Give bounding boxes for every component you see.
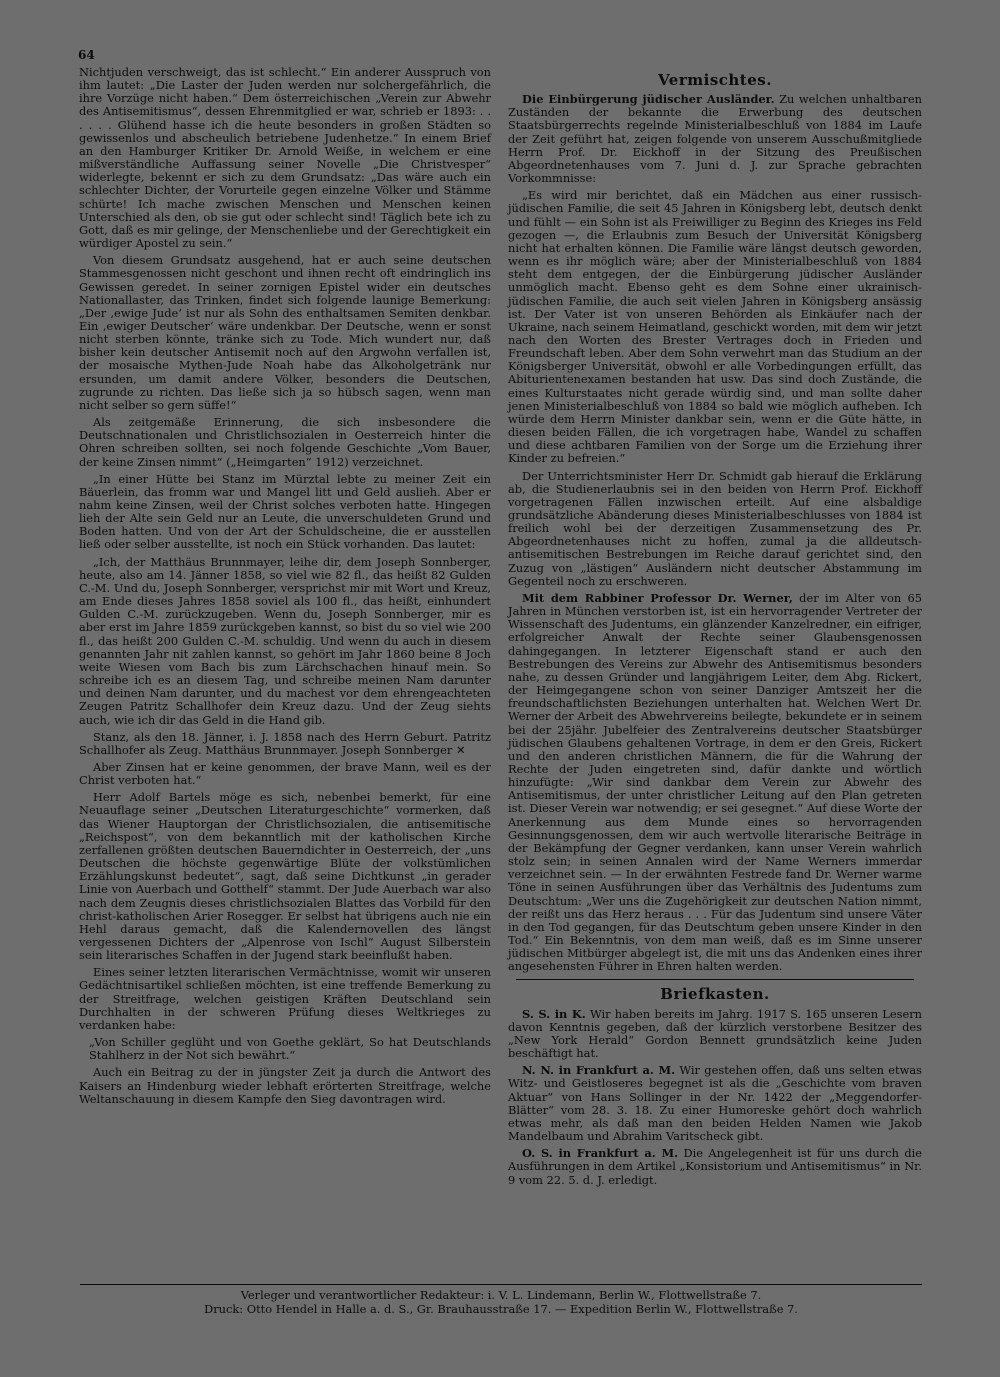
article-einbuergerung [508, 93, 922, 185]
paragraph: Der Unterrichtsminister Herr Dr. Schmidt gab hierauf die Erklärung ab, die Studienerlaubnis sei in den beiden von Herrn Prof. Eickhoff vorgetragenen Fällen inzwischen erteilt. Auf eine alsbaldige grundsätzliche Abänderung dieses Ministerialbeschlusses von 1884 ist freilich wohl bei der derzeitigen Zusammensetzung des Pr. Abgeordnetenhauses nicht zu hoffen, zumal ja die alldeutsch-antisemitischen Bestrebungen im Reiche darauf gerichtet sind, den Zuzug von „lästigen“ Ausländern nicht deutscher Abstammung im Gegenteil noch zu erschweren. [508, 468, 922, 588]
divider [516, 979, 914, 980]
paragraph: „In einer Hütte bei Stanz im Mürztal lebte zu meiner Zeit ein Bäuerlein, das fromm war und Mangel litt und Geld auslieh. Aber er nahm keine Zinsen, weil der Christ solches verboten hatte. Hingegen lieh der Alte sein Geld nur an Leute, die unverschuldeten Grund und Boden hatten. Und von der Art der Schuldscheine, die er ausstellen ließ oder selber ausstellte, ist noch ein Stück vorhanden. Das lautet: [79, 471, 491, 552]
paragraph: Nichtjuden verschweigt, das ist schlecht.“ Ein anderer Ausspruch von ihm lautet: „Die Laster der Juden werden nur solchergefährlich, die ihre Vorzüge nicht haben.“ Dem österreichischen „Verein zur Abwehr des Antisemitismus“, dessen Ehrenmitglied er war, schrieb er 1893: . . . . . . Glühend hasse ich die heute besonders in großen Städten so gewissenlos und abscheulich betriebene Judenhetze.“ In einem Brief an den Hamburger Kritiker Dr. Arnold Weiße, in welchem er eine mißverständliche Auffassung seiner Novelle „Die Christvesper“ widerlegte, bekennt er sich zu dem Grundsatz: „Das wäre auch ein schlechter Dichter, der Vorurteile gegen einzelne Völker und Stämme schürte! Ich mache zwischen Menschen und Menschen keinen Unterschied als den, ob sie gut oder schlecht sind! Täglich bete ich zu Gott, daß es mir gelinge, der Menschenliebe und der Gerechtigkeit ein würdiger Apostel zu sein.“ [79, 65, 491, 251]
paragraph: Als zeitgemäße Erinnerung, die sich insbesondere die Deutschnationalen und Christlichsozialen in Oesterreich hinter die Ohren schreiben sollten, sei noch folgende Geschichte „Vom Bauer, der keine Zinsen nimmt“ („Heimgarten“ 1912) verzeichnet. [79, 415, 491, 469]
article-text: Zu welchen unhaltbaren Zuständen der bekannte die Erwerbung des deutschen Staatsbürgerrechts regelnde Ministerialbeschluß von 1884 im Laufe der Zeit geführt hat, zeigen folgende von unserem Ausschußmitgliede Herrn Prof. Dr. Eickhoff in der Sitzung des Preußischen Abgeordnetenhauses vom 7. Juni d. J. zur Sprache gebrachten Vorkommnisse: [508, 92, 923, 186]
right-column [508, 66, 922, 1191]
paragraph: Von diesem Grundsatz ausgehend, hat er auch seine deutschen Stammesgenossen nicht geschont und ihnen recht oft eindringlich ins Gewissen geredet. In seiner zornigen Epistel wider ein deutsches Nationallaster, das Trinken, findet sich folgende launige Bemerkung: „Der ‚ewige Jude‘ ist nur als Sohn des enthaltsamen Semiten denkbar. Ein ‚ewiger Deutscher‘ wäre undenkbar. Der Deutsche, wenn er sonst nicht sterben könnte, tränke sich zu Tode. Mich wundert nur, daß bisher kein deutscher Antisemit noch auf den Argwohn verfallen ist, der mosaische Mythen-Jude Noah habe das Alkoholgetränk nur ersunden, um damit andere Völker, besonders die Deutschen, zugrunde zu richten. Das ließe sich ja so hübsch sagen, wenn man nicht selber so gern süffe!“ [79, 253, 491, 412]
letter-text: Wir haben bereits im Jahrg. 1917 S. 165 unseren Lesern davon Kenntnis gegeben, daß der kürzlich verstorbene Besitzer des „New York Herald“ Gordon Bennett grundsätzlich keine Juden beschäftigt hat. [508, 1006, 922, 1061]
letter-recipient: O. S. in Frankfurt a. M. [522, 1146, 679, 1161]
paragraph: „Ich, der Matthäus Brunnmayer, leihe dir, dem Joseph Sonnberger, heute, also am 14. Jänner 1858, so viel wie 82 fl., das heißt 82 Gulden C.-M. Und du, Joseph Sonnberger, versprichst mir mit Wort und Kreuz, am Ende dieses Jahres 1858 soviel als 100 fl., das heißt, einhundert Gulden C.-M. zurückzugeben. Wenn du, Joseph Sonnberger, mir es aber erst im Jahre 1859 zurückgeben kannst, so bist du so viel wie 200 fl., das heißt 200 Gulden C.-M. schuldig. Und wenn du auch in diesem genannten Jahr nit zahlen kannst, so gehört im Jahr 1860 beine 8 Joch weite Wiesen vom Bach bis zum Lärchschachen hinauf mein. So schreibe ich es an diesem Tag, und schreibe meinen Nam darunter und deinen Nam darunter, und du machest vor dem ehrengeachteten Zeugen Patritz Schallhofer dein Kreuz dazu. Und der Zeug siehts auch, wie ich dir das Geld in die Hand gib. [79, 554, 491, 727]
imprint-printer: Druck: Otto Hendel in Halle a. d. S., Gr. Brauhausstraße 17. — Expedition Berlin W., Flottwellstraße 7. [204, 1302, 798, 1316]
left-column [79, 66, 491, 1110]
paragraph: Herr Adolf Bartels möge es sich, nebenbei bemerkt, für eine Neuauflage seiner „Deutschen Literaturgeschichte“ vormerken, daß das Wiener Hauptorgan der Christlichsozialen, die antisemitische „Reichspost“, von dem bekanntlich mit der katholischen Kirche zerfallenen größten deutschen Bauerndichter in Oesterreich, der „uns Deutschen die höchste gegenwärtige Blüte der volkstümlichen Erzählungskunst bedeutet“, sagt, daß seine Dichtkunst „in gerader Linie von Auerbach und Gotthelf“ stammt. Der Jude Auerbach war also nach dem Zeugnis dieses christlichsozialen Blattes das Vorbild für den christ-katholischen Arier Rosegger. Er selbst hat übrigens auch nie ein Hehl daraus gemacht, daß die Kalendernovellen des längst vergessenen Dichters der „Alpenrose von Ischl“ August Silberstein sein literarisches Schaffen in der Jugend stark beeinflußt haben. [79, 790, 491, 963]
imprint-footer [80, 1284, 922, 1316]
letter-recipient: S. S. in K. [522, 1006, 586, 1021]
article-lead: Mit dem Rabbiner Professor Dr. Werner, [522, 590, 793, 605]
letter-entry [508, 1008, 922, 1061]
imprint-publisher: Verleger und verantwortlicher Redakteur: i. V. L. Lindemann, Berlin W., Flottwellstraße 7. [240, 1288, 762, 1302]
verse-quote: „Von Schiller geglüht und von Goethe geklärt, So hat Deutschlands Stahlherz in der Not sich bewährt.“ [89, 1035, 491, 1063]
letter-entry [508, 1147, 922, 1186]
page-number: 64 [78, 48, 95, 62]
paragraph: Aber Zinsen hat er keine genommen, der brave Mann, weil es der Christ verboten hat.“ [79, 759, 491, 788]
letter-recipient: N. N. in Frankfurt a. M. [522, 1063, 676, 1078]
article-lead: Die Einbürgerung jüdischer Ausländer. [522, 92, 775, 107]
letter-entry [508, 1064, 922, 1143]
paragraph: Eines seiner letzten literarischen Vermächtnisse, womit wir unseren Gedächtnisartikel schließen möchten, ist eine treffende Bemerkung zu der Streitfrage, welchen geistigen Kräften Deutschland sein Durchhalten in der schweren Prüfung dieses Weltkrieges zu verdanken habe: [79, 965, 491, 1032]
footer-divider [80, 1284, 922, 1285]
article-werner [508, 592, 922, 974]
section-heading-vermischtes: Vermischtes. [658, 71, 772, 89]
paragraph: „Es wird mir berichtet, daß ein Mädchen aus einer russisch-jüdischen Familie, die seit 45 Jahren in Königsberg lebt, deutsch denkt und fühlt — ein Sohn ist als Freiwilliger zu Beginn des Krieges ins Feld gezogen —, die Erlaubnis zum Besuch der Universität Königsberg nicht hat erhalten können. Die Familie wäre längst deutsch geworden, wenn es ihr möglich wäre; aber der Ministerialbeschluß von 1884 steht dem entgegen, der die Einbürgerung jüdischer Ausländer unmöglich macht. Ebenso geht es dem Sohne einer ukrainisch-jüdischen Familie, die auch seit vielen Jahren in Königsberg ansässig ist. Der Vater ist von unseren Behörden als Einkäufer nach der Ukraine, nach seinem Heimatland, geschickt worden, mit dem wir jetzt nach den Worten des Brester Vertrages doch in Frieden und Freundschaft leben. Aber dem Sohn verwehrt man das Studium an der Königsberger Universität, obwohl er alle Vorbedingungen erfüllt, das Abiturientenexamen bestanden hat usw. Das sind doch Zustände, die eines Kulturstaates nicht gerade würdig sind, und man sollte daher jenen Ministerialbeschluß von 1884 so bald wie möglich aufheben. Ich würde dem Herrn Minister dankbar sein, wenn er die Güte hätte, in diesen beiden Fällen, die ich vorgetragen habe, Wandel zu schaffen und diese achtbaren Familien von der Sorge um die Erziehung ihrer Kinder zu befreien.“ [508, 188, 922, 466]
paragraph: Stanz, als den 18. Jänner, i. J. 1858 nach des Herrn Geburt. Patritz Schallhofer als Zeug. Matthäus Brunnmayer. Joseph Sonnberger ✕ [79, 729, 491, 757]
letter-text: Die Angelegenheit ist für uns durch die Ausführungen in dem Artikel „Konsistorium und Antisemitismus“ in Nr. 9 vom 22. 5. d. J. erledigt. [508, 1146, 922, 1187]
letter-text: Wir gestehen offen, daß uns selten etwas Witz- und Geistloseres begegnet ist als die „Geschichte vom braven Aktuar“ von Hans Sollinger in der Nr. 1422 der „Meggendorfer-Blätter“ vom 28. 3. 18. Zu einer Humoreske gehört doch wahrlich etwas mehr, als daß man den beiden Helden Namen wie Jakob Mandelbaum und Abrahim Varitscheck gibt. [508, 1063, 922, 1144]
article-text: der im Alter von 65 Jahren in München verstorben ist, ist ein hervorragender Vertreter der Wissenschaft des Judentums, ein glänzender Kanzelredner, ein eifriger, erfolgreicher Anwalt der Rechte seiner Glaubensgenossen dahingegangen. In letzterer Eigenschaft stand er auch den Bestrebungen des Vereins zur Abwehr des Antisemitismus besonders nahe, zu dessen Gründer und langjährigem Leiter, dem Abg. Rickert, der Heimgegangene schon von seiner Danziger Amtszeit her die freundschaftlichsten Beziehungen unterhalten hat. Welchen Wert Dr. Werner der Arbeit des Abwehrvereins beilegte, bekundete er in seinem bei der 25jähr. Jubelfeier des Zentralvereins deutscher Staatsbürger jüdischen Glaubens gehaltenen Vortrage, in dem er den Greis, Rickert und den anderen christlichen Männern, die für die Wahrung der Rechte der Juden eingetreten sind, dafür dankte und wörtlich hinzufügte: „Wir sind dankbar dem Verein zur Abwehr des Antisemitismus, der unter christlicher Leitung auf den Plan getreten ist. Dieser Verein war notwendig; er sei gesegnet.“ Auf diese Worte der Anerkennung aus dem Munde eines so hervorragenden Gesinnungsgenossen, dem wir auch wertvolle literarische Beiträge in der Bekämpfung der Gegner verdanken, kann unser Verein wahrlich stolz sein; in seinen Annalen wird der Name Werners immerdar verzeichnet sein. — In der erwähnten Festrede fand Dr. Werner warme Töne in seinen Ausführungen über das Verhältnis des Judentums zum Deutschtum: „Wer uns die Zugehörigkeit zur deutschen Nation nimmt, der reißt uns das Herz heraus . . . Für das Judentum sind unsere Väter in den Tod gegangen, für das Deutschtum geben unsere Kinder in den Tod.“ Ein Bekenntnis, von dem man weiß, daß es im Sinne unserer jüdischen Mitbürger abgelegt ist, die mit uns das Andenken eines ihrer angesehensten Führer in Ehren halten werden. [508, 590, 922, 974]
paragraph: Auch ein Beitrag zu der in jüngster Zeit ja durch die Antwort des Kaisers an Hindenburg wieder lebhaft erörterten Streitfrage, welche Weltanschauung in diesem Kampfe den Sieg davontragen wird. [79, 1065, 491, 1106]
section-heading-briefkasten: Briefkasten. [660, 985, 770, 1004]
